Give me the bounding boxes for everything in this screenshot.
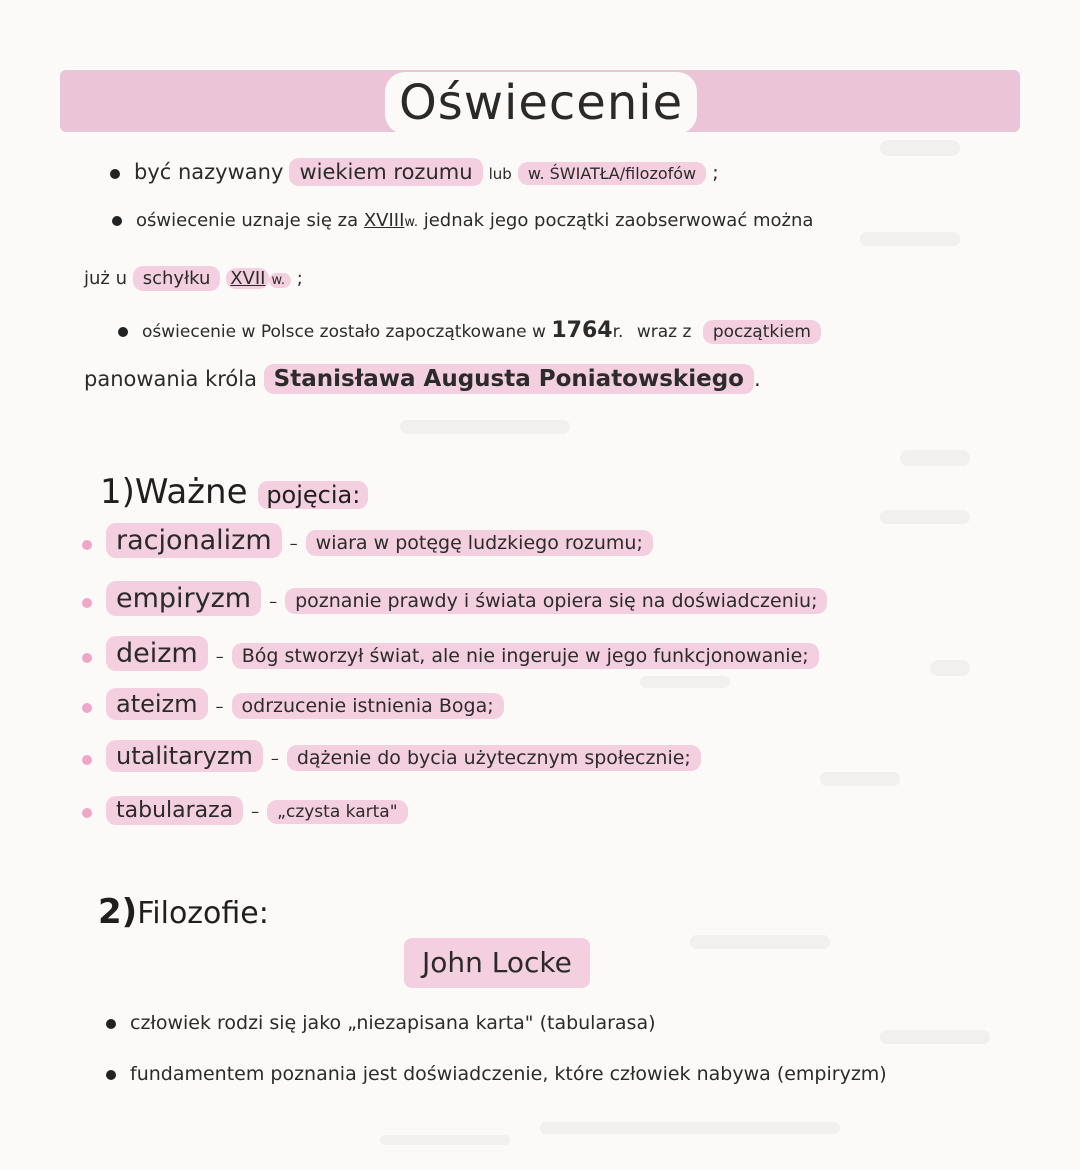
dash: –: [269, 592, 278, 611]
intro-bullet-3-continued: [84, 366, 761, 392]
text: r.: [612, 322, 624, 342]
bleed-mark: [880, 510, 970, 524]
dash: –: [289, 534, 298, 553]
term-definition: odrzucenie istnienia Boga;: [232, 693, 504, 719]
text: .: [753, 367, 761, 391]
text: wraz z: [636, 322, 692, 342]
philosopher-name: John Locke: [404, 938, 590, 988]
section-1-heading: [100, 472, 368, 512]
bullet-icon: [110, 169, 120, 179]
bullet-icon: [112, 216, 122, 226]
bleed-mark: [640, 676, 730, 688]
bleed-mark: [400, 420, 570, 434]
bullet-icon: [106, 1019, 116, 1029]
term-item: [82, 798, 408, 823]
section-2-heading: [98, 892, 269, 932]
section-title: Ważne: [134, 472, 248, 512]
text: być nazywany: [134, 160, 284, 184]
highlight-text: w. ŚWIATŁA/filozofów: [518, 162, 706, 185]
text: jednak jego początki zaobserwować można: [423, 210, 814, 231]
text: ;: [712, 162, 719, 184]
intro-bullet-1: [110, 160, 719, 184]
intro-bullet-2-continued: [84, 268, 303, 289]
section-number: 1): [100, 472, 135, 512]
bleed-mark: [880, 140, 960, 156]
term-label: empiryzm: [106, 581, 261, 616]
term-item: [82, 525, 653, 556]
bleed-mark: [930, 660, 970, 676]
term-label: tabularaza: [106, 796, 243, 825]
text: w.: [269, 273, 291, 288]
highlight-text: schyłku: [133, 266, 221, 291]
term-definition: Bóg stworzył świat, ale nie ingeruje w jego funkcjonowanie;: [232, 643, 819, 669]
century-text: XVIII: [363, 210, 405, 231]
bullet-icon: [82, 703, 92, 713]
term-item: [82, 742, 701, 770]
text: oświecenie uznaje się za: [136, 210, 359, 231]
dash: –: [215, 697, 224, 716]
bullet-icon: [82, 653, 92, 663]
term-definition: „czysta karta": [267, 800, 407, 824]
term-item: [82, 638, 819, 669]
bullet-icon: [82, 598, 92, 608]
text: już u: [84, 268, 127, 289]
dash: –: [270, 749, 279, 768]
term-definition: dążenie do bycia użytecznym społecznie;: [287, 745, 701, 771]
text: człowiek rodzi się jako „niezapisana karta" (tabularasa): [130, 1012, 656, 1034]
bleed-mark: [860, 232, 960, 246]
bleed-mark: [380, 1135, 510, 1145]
locke-bullet: [106, 1063, 887, 1085]
term-label: deizm: [106, 636, 208, 671]
bleed-mark: [540, 1122, 840, 1134]
dash: –: [251, 802, 260, 821]
term-item: [82, 583, 827, 614]
dash: –: [215, 647, 224, 666]
century-text: XVII: [226, 268, 269, 289]
text: panowania króla: [84, 367, 257, 391]
text: fundamentem poznania jest doświadczenie, które człowiek nabywa (empiryzm): [130, 1063, 887, 1085]
king-name: Stanisława Augusta Poniatowskiego: [264, 364, 754, 394]
bullet-icon: [82, 540, 92, 550]
bullet-icon: [82, 755, 92, 765]
term-definition: poznanie prawdy i świata opiera się na doświadczeniu;: [285, 588, 827, 614]
term-label: racjonalizm: [106, 523, 282, 558]
bullet-icon: [82, 808, 92, 818]
text: w.: [404, 215, 418, 230]
text: lub: [488, 165, 512, 183]
term-label: ateizm: [106, 688, 208, 720]
bleed-mark: [820, 772, 900, 786]
bleed-mark: [690, 935, 830, 949]
highlight-text: początkiem: [703, 320, 821, 344]
term-label: utalitaryzm: [106, 740, 263, 772]
highlight-text: wiekiem rozumu: [289, 158, 482, 186]
locke-bullet: [106, 1012, 656, 1034]
section-title: Filozofie:: [137, 896, 269, 931]
bullet-icon: [106, 1070, 116, 1080]
text: ;: [296, 268, 303, 289]
bullet-icon: [118, 327, 128, 337]
term-definition: wiara w potęgę ludzkiego rozumu;: [306, 530, 653, 556]
intro-bullet-3: [118, 318, 821, 343]
page-title: Oświecenie: [385, 72, 697, 134]
term-item: [82, 690, 504, 718]
section-number: 2): [98, 892, 138, 932]
intro-bullet-2: [112, 210, 813, 231]
text: oświecenie w Polsce zostało zapoczątkowane w: [142, 322, 546, 342]
bleed-mark: [880, 1030, 990, 1044]
year-text: 1764: [551, 318, 613, 343]
section-subtitle: pojęcia:: [258, 481, 368, 509]
bleed-mark: [900, 450, 970, 466]
